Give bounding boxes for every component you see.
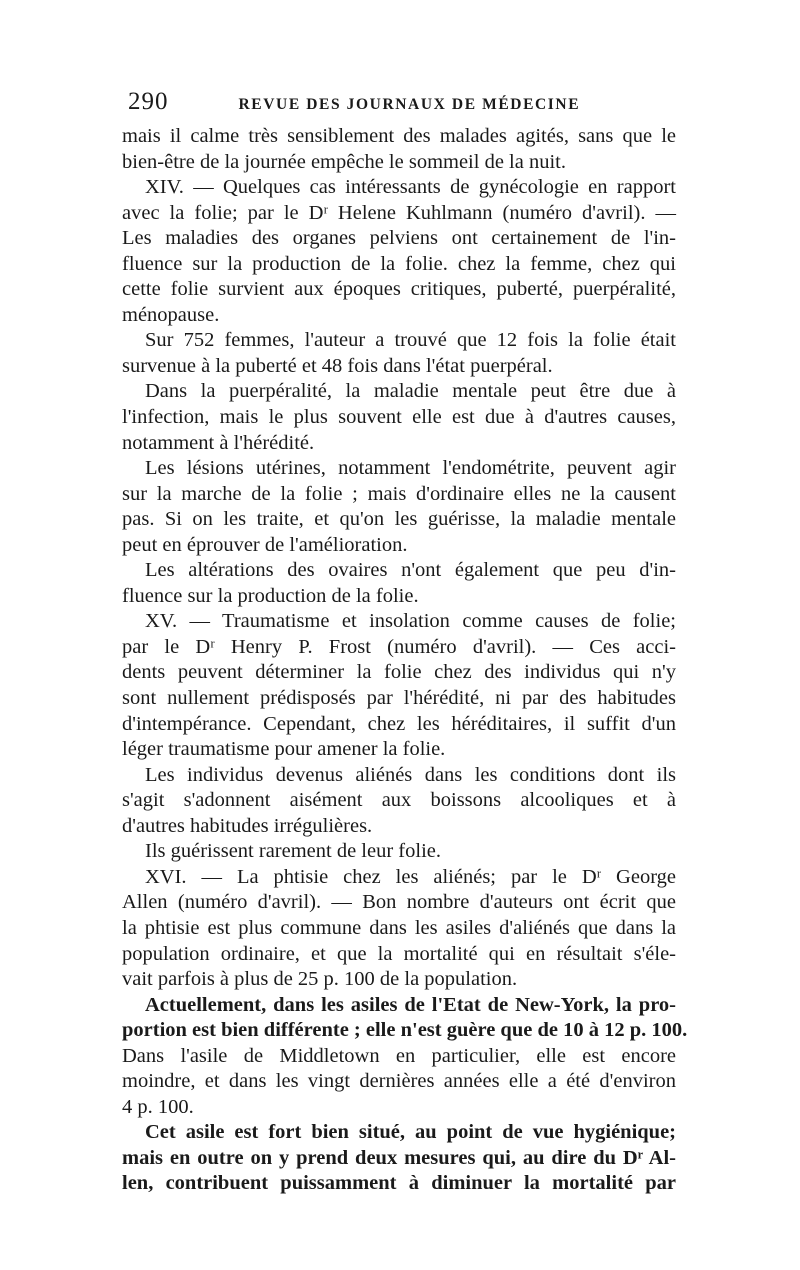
text-line: sur la marche de la folie ; mais d'ordinaire elles ne la causent <box>122 482 676 505</box>
text-line: moindre, et dans les vingt dernières années elle a été d'environ <box>122 1070 676 1093</box>
text-line: portion est bien différente ; elle n'est guère que de 10 à 12 p. 100. <box>122 1019 688 1042</box>
page-header <box>128 88 676 122</box>
text-line: vait parfois à plus de 25 p. 100 de la population. <box>122 968 518 991</box>
text-line: s'agit s'adonnent aisément aux boissons alcooliques et à <box>122 789 676 812</box>
text-line: bien-être de la journée empêche le sommeil de la nuit. <box>122 150 566 173</box>
text-line: len, contribuent puissamment à diminuer la mortalité par <box>122 1172 676 1195</box>
text-line: par le Dʳ Henry P. Frost (numéro d'avril). — Ces acci- <box>122 635 676 658</box>
text-line: XIV. — Quelques cas intéressants de gynécologie en rapport <box>145 176 676 199</box>
text-line: Actuellement, dans les asiles de l'Etat de New-York, la pro- <box>145 993 676 1016</box>
text-line: Dans l'asile de Middletown en particulier, elle est encore <box>122 1044 676 1067</box>
text-line: l'infection, mais le plus souvent elle est due à d'autres causes, <box>122 406 676 429</box>
text-line: mais il calme très sensiblement des malades agités, sans que le <box>122 125 676 147</box>
text-line: XV. — Traumatisme et insolation comme causes de folie; <box>145 610 676 633</box>
text-line: fluence sur la production de la folie. chez la femme, chez qui <box>122 252 676 275</box>
text-line: XVI. — La phtisie chez les aliénés; par le Dʳ George <box>145 865 676 888</box>
text-line: Les lésions utérines, notamment l'endométrite, peuvent agir <box>145 457 676 480</box>
text-line: Les altérations des ovaires n'ont également que peu d'in- <box>145 559 676 582</box>
text-line: Les individus devenus aliénés dans les conditions dont ils <box>145 763 676 786</box>
text-line: Dans la puerpéralité, la maladie mentale peut être due à <box>145 380 676 403</box>
text-line: cette folie survient aux époques critiques, puberté, puerpéralité, <box>122 278 676 301</box>
text-line: pas. Si on les traite, et qu'on les guérisse, la maladie mentale <box>122 508 676 531</box>
article-body <box>122 124 688 1197</box>
text-line: notamment à l'hérédité. <box>122 431 315 454</box>
text-line: d'intempérance. Cependant, chez les héréditaires, il suffit d'un <box>122 712 676 735</box>
text-line: Sur 752 femmes, l'auteur a trouvé que 12 fois la folie était <box>145 329 676 352</box>
text-line: Allen (numéro d'avril). — Bon nombre d'auteurs ont écrit que <box>122 891 676 914</box>
text-line: 4 p. 100. <box>122 1095 194 1118</box>
text-line: mais en outre on y prend deux mesures qui, au dire du Dʳ Al- <box>122 1146 676 1169</box>
text-line: la phtisie est plus commune dans les asiles d'aliénés que dans la <box>122 916 676 939</box>
text-line: d'autres habitudes irrégulières. <box>122 814 373 837</box>
text-line: avec la folie; par le Dʳ Helene Kuhlmann (numéro d'avril). — <box>122 201 676 224</box>
running-title: REVUE DES JOURNAUX DE MÉDECINE <box>238 96 581 113</box>
text-line: peut en éprouver de l'amélioration. <box>122 533 408 556</box>
text-line: survenue à la puberté et 48 fois dans l'état puerpéral. <box>122 354 553 377</box>
text-line: léger traumatisme pour amener la folie. <box>122 738 446 761</box>
text-line: Ils guérissent rarement de leur folie. <box>145 840 441 863</box>
text-line: sont nullement prédisposés par l'hérédité, ni par des habitudes <box>122 687 676 710</box>
page-number: 290 <box>128 88 169 115</box>
text-line: Les maladies des organes pelviens ont certainement de l'in- <box>122 227 676 250</box>
text-line: fluence sur la production de la folie. <box>122 584 419 607</box>
text-line: dents peuvent déterminer la folie chez des individus qui n'y <box>122 661 676 684</box>
text-line: Cet asile est fort bien situé, au point de vue hygiénique; <box>145 1121 676 1144</box>
text-line: population ordinaire, et que la mortalité qui en résultait s'éle- <box>122 942 676 965</box>
text-line: ménopause. <box>122 303 220 326</box>
